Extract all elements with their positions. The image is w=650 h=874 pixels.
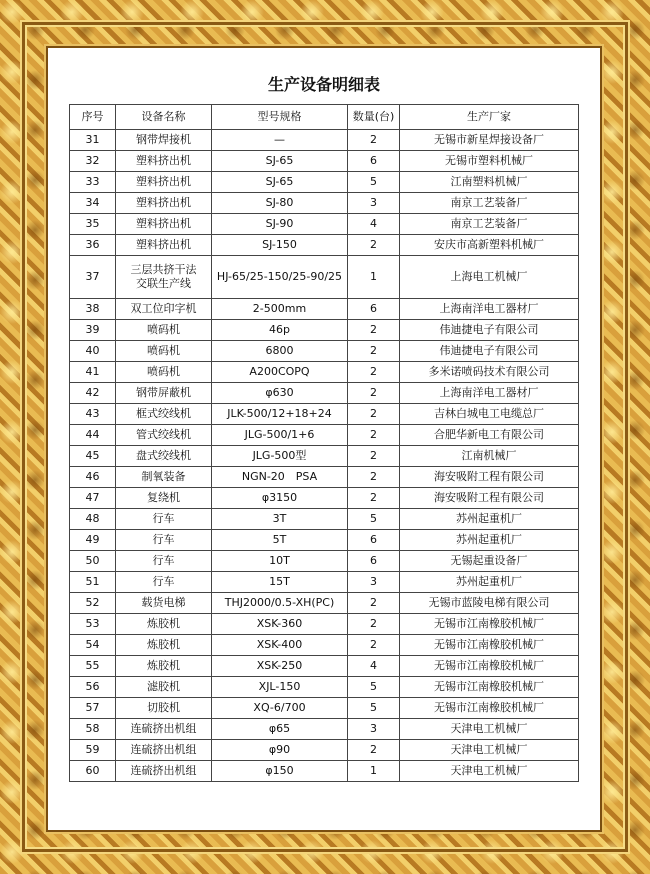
table-row xyxy=(70,151,579,172)
table-row xyxy=(70,446,579,467)
cell-equipment-name: 连硫挤出机组 xyxy=(116,719,212,740)
cell-model: JLK-500/12+18+24 xyxy=(212,404,348,425)
cell-quantity: 6 xyxy=(348,151,400,172)
table-row xyxy=(70,572,579,593)
cell-equipment-name: 行车 xyxy=(116,551,212,572)
cell-index: 33 xyxy=(70,172,116,193)
cell-model: SJ-65 xyxy=(212,172,348,193)
cell-manufacturer: 上海南洋电工器材厂 xyxy=(400,299,579,320)
cell-equipment-name: 盘式绞线机 xyxy=(116,446,212,467)
cell-model: 15T xyxy=(212,572,348,593)
cell-quantity: 5 xyxy=(348,509,400,530)
header-quantity: 数量(台) xyxy=(348,105,400,130)
cell-model: SJ-80 xyxy=(212,193,348,214)
table-row xyxy=(70,719,579,740)
cell-equipment-name: 双工位印字机 xyxy=(116,299,212,320)
cell-quantity: 2 xyxy=(348,740,400,761)
document-sheet xyxy=(48,48,600,830)
cell-model: φ150 xyxy=(212,761,348,782)
cell-quantity: 4 xyxy=(348,656,400,677)
table-row xyxy=(70,614,579,635)
cell-quantity: 2 xyxy=(348,235,400,256)
cell-quantity: 2 xyxy=(348,614,400,635)
cell-model: HJ-65/25-150/25-90/25 xyxy=(212,256,348,299)
cell-quantity: 3 xyxy=(348,719,400,740)
cell-model: A200COPQ xyxy=(212,362,348,383)
cell-equipment-name: 连硫挤出机组 xyxy=(116,761,212,782)
cell-index: 45 xyxy=(70,446,116,467)
cell-quantity: 2 xyxy=(348,341,400,362)
table-row xyxy=(70,761,579,782)
cell-manufacturer: 无锡市江南橡胶机械厂 xyxy=(400,614,579,635)
cell-equipment-name: 行车 xyxy=(116,509,212,530)
cell-manufacturer: 无锡市塑料机械厂 xyxy=(400,151,579,172)
cell-manufacturer: 南京工艺装备厂 xyxy=(400,214,579,235)
cell-equipment-name: 塑料挤出机 xyxy=(116,172,212,193)
cell-manufacturer: 天津电工机械厂 xyxy=(400,740,579,761)
cell-manufacturer: 海安吸附工程有限公司 xyxy=(400,488,579,509)
cell-equipment-name: 制氧装备 xyxy=(116,467,212,488)
cell-index: 40 xyxy=(70,341,116,362)
table-row xyxy=(70,593,579,614)
cell-equipment-name: 钢带屏蔽机 xyxy=(116,383,212,404)
cell-model: 6800 xyxy=(212,341,348,362)
cell-quantity: 4 xyxy=(348,214,400,235)
cell-index: 37 xyxy=(70,256,116,299)
table-row xyxy=(70,551,579,572)
cell-index: 52 xyxy=(70,593,116,614)
cell-quantity: 2 xyxy=(348,130,400,151)
cell-manufacturer: 伟迪捷电子有限公司 xyxy=(400,320,579,341)
cell-index: 34 xyxy=(70,193,116,214)
cell-equipment-name: 切胶机 xyxy=(116,698,212,719)
cell-index: 44 xyxy=(70,425,116,446)
cell-quantity: 2 xyxy=(348,383,400,404)
page-title: 生产设备明细表 xyxy=(267,75,380,94)
table-row xyxy=(70,425,579,446)
cell-equipment-name: 滤胶机 xyxy=(116,677,212,698)
cell-equipment-name: 炼胶机 xyxy=(116,635,212,656)
cell-manufacturer: 伟迪捷电子有限公司 xyxy=(400,341,579,362)
cell-index: 38 xyxy=(70,299,116,320)
table-row xyxy=(70,677,579,698)
cell-equipment-name: 复绕机 xyxy=(116,488,212,509)
cell-model: XSK-250 xyxy=(212,656,348,677)
cell-model: XQ-6/700 xyxy=(212,698,348,719)
cell-model: JLG-500/1+6 xyxy=(212,425,348,446)
table-row xyxy=(70,172,579,193)
cell-index: 49 xyxy=(70,530,116,551)
cell-model: SJ-65 xyxy=(212,151,348,172)
cell-quantity: 2 xyxy=(348,446,400,467)
cell-manufacturer: 无锡市江南橡胶机械厂 xyxy=(400,656,579,677)
cell-index: 59 xyxy=(70,740,116,761)
cell-index: 57 xyxy=(70,698,116,719)
cell-equipment-name: 行车 xyxy=(116,530,212,551)
cell-quantity: 6 xyxy=(348,551,400,572)
table-row xyxy=(70,341,579,362)
cell-index: 54 xyxy=(70,635,116,656)
table-row xyxy=(70,404,579,425)
cell-quantity: 2 xyxy=(348,635,400,656)
cell-manufacturer: 天津电工机械厂 xyxy=(400,761,579,782)
table-row xyxy=(70,214,579,235)
cell-quantity: 2 xyxy=(348,593,400,614)
cell-quantity: 2 xyxy=(348,488,400,509)
table-row xyxy=(70,488,579,509)
cell-model: THJ2000/0.5-XH(PC) xyxy=(212,593,348,614)
cell-quantity: 5 xyxy=(348,677,400,698)
table-row xyxy=(70,530,579,551)
cell-manufacturer: 无锡市江南橡胶机械厂 xyxy=(400,698,579,719)
table-row xyxy=(70,740,579,761)
header-index: 序号 xyxy=(70,105,116,130)
cell-index: 39 xyxy=(70,320,116,341)
cell-quantity: 2 xyxy=(348,320,400,341)
header-manufacturer: 生产厂家 xyxy=(400,105,579,130)
cell-model: — xyxy=(212,130,348,151)
table-body xyxy=(70,130,579,782)
cell-index: 36 xyxy=(70,235,116,256)
table-row xyxy=(70,362,579,383)
cell-model: 10T xyxy=(212,551,348,572)
cell-equipment-name: 喷码机 xyxy=(116,362,212,383)
cell-manufacturer: 无锡市蓝陵电梯有限公司 xyxy=(400,593,579,614)
cell-manufacturer: 苏州起重机厂 xyxy=(400,530,579,551)
cell-index: 32 xyxy=(70,151,116,172)
cell-manufacturer: 上海电工机械厂 xyxy=(400,256,579,299)
cell-manufacturer: 无锡起重设备厂 xyxy=(400,551,579,572)
cell-index: 58 xyxy=(70,719,116,740)
cell-manufacturer: 安庆市高新塑料机械厂 xyxy=(400,235,579,256)
cell-equipment-name: 连硫挤出机组 xyxy=(116,740,212,761)
cell-manufacturer: 苏州起重机厂 xyxy=(400,509,579,530)
table-row xyxy=(70,193,579,214)
cell-quantity: 3 xyxy=(348,572,400,593)
table-row xyxy=(70,383,579,404)
cell-model: SJ-90 xyxy=(212,214,348,235)
cell-manufacturer: 无锡市江南橡胶机械厂 xyxy=(400,635,579,656)
cell-equipment-name: 塑料挤出机 xyxy=(116,151,212,172)
cell-model: XJL-150 xyxy=(212,677,348,698)
table-row xyxy=(70,235,579,256)
cell-equipment-name: 塑料挤出机 xyxy=(116,193,212,214)
cell-index: 51 xyxy=(70,572,116,593)
cell-equipment-name: 行车 xyxy=(116,572,212,593)
cell-model: 2-500mm xyxy=(212,299,348,320)
header-equipment-name: 设备名称 xyxy=(116,105,212,130)
cell-model: XSK-360 xyxy=(212,614,348,635)
header-model: 型号规格 xyxy=(212,105,348,130)
cell-manufacturer: 海安吸附工程有限公司 xyxy=(400,467,579,488)
cell-model: 5T xyxy=(212,530,348,551)
cell-quantity: 1 xyxy=(348,256,400,299)
table-row xyxy=(70,299,579,320)
cell-quantity: 2 xyxy=(348,404,400,425)
cell-index: 50 xyxy=(70,551,116,572)
table-row xyxy=(70,698,579,719)
cell-quantity: 1 xyxy=(348,761,400,782)
cell-model: JLG-500型 xyxy=(212,446,348,467)
cell-index: 41 xyxy=(70,362,116,383)
table-row xyxy=(70,320,579,341)
cell-manufacturer: 江南塑料机械厂 xyxy=(400,172,579,193)
cell-equipment-name: 喷码机 xyxy=(116,320,212,341)
table-row xyxy=(70,256,579,299)
cell-index: 60 xyxy=(70,761,116,782)
cell-equipment-name: 载货电梯 xyxy=(116,593,212,614)
cell-index: 43 xyxy=(70,404,116,425)
equipment-table xyxy=(69,104,579,782)
cell-index: 46 xyxy=(70,467,116,488)
cell-equipment-name: 炼胶机 xyxy=(116,656,212,677)
cell-model: NGN-20 PSA xyxy=(212,467,348,488)
cell-manufacturer: 南京工艺装备厂 xyxy=(400,193,579,214)
cell-equipment-name: 钢带焊接机 xyxy=(116,130,212,151)
cell-equipment-name: 炼胶机 xyxy=(116,614,212,635)
cell-manufacturer: 无锡市江南橡胶机械厂 xyxy=(400,677,579,698)
cell-index: 48 xyxy=(70,509,116,530)
cell-manufacturer: 合肥华新电工有限公司 xyxy=(400,425,579,446)
cell-equipment-name: 框式绞线机 xyxy=(116,404,212,425)
cell-manufacturer: 多米诺喷码技术有限公司 xyxy=(400,362,579,383)
table-row xyxy=(70,509,579,530)
cell-model: φ65 xyxy=(212,719,348,740)
cell-index: 56 xyxy=(70,677,116,698)
cell-model: 46p xyxy=(212,320,348,341)
cell-index: 42 xyxy=(70,383,116,404)
cell-quantity: 5 xyxy=(348,172,400,193)
cell-index: 55 xyxy=(70,656,116,677)
cell-model: SJ-150 xyxy=(212,235,348,256)
cell-model: φ3150 xyxy=(212,488,348,509)
table-row xyxy=(70,467,579,488)
cell-quantity: 2 xyxy=(348,467,400,488)
cell-quantity: 2 xyxy=(348,425,400,446)
cell-equipment-name: 喷码机 xyxy=(116,341,212,362)
table-header-row xyxy=(70,105,579,130)
cell-quantity: 3 xyxy=(348,193,400,214)
cell-index: 53 xyxy=(70,614,116,635)
cell-equipment-name: 三层共挤干法 交联生产线 xyxy=(116,256,212,299)
cell-model: 3T xyxy=(212,509,348,530)
table-row xyxy=(70,130,579,151)
table-row xyxy=(70,656,579,677)
cell-model: φ630 xyxy=(212,383,348,404)
cell-equipment-name: 管式绞线机 xyxy=(116,425,212,446)
cell-equipment-name: 塑料挤出机 xyxy=(116,214,212,235)
cell-manufacturer: 无锡市新星焊接设备厂 xyxy=(400,130,579,151)
cell-model: XSK-400 xyxy=(212,635,348,656)
cell-model: φ90 xyxy=(212,740,348,761)
cell-manufacturer: 上海南洋电工器材厂 xyxy=(400,383,579,404)
cell-manufacturer: 吉林白城电工电缆总厂 xyxy=(400,404,579,425)
cell-quantity: 2 xyxy=(348,362,400,383)
cell-manufacturer: 天津电工机械厂 xyxy=(400,719,579,740)
cell-index: 31 xyxy=(70,130,116,151)
cell-equipment-name: 塑料挤出机 xyxy=(116,235,212,256)
cell-quantity: 6 xyxy=(348,530,400,551)
table-row xyxy=(70,635,579,656)
cell-quantity: 6 xyxy=(348,299,400,320)
cell-manufacturer: 江南机械厂 xyxy=(400,446,579,467)
cell-index: 35 xyxy=(70,214,116,235)
cell-index: 47 xyxy=(70,488,116,509)
cell-manufacturer: 苏州起重机厂 xyxy=(400,572,579,593)
cell-quantity: 5 xyxy=(348,698,400,719)
